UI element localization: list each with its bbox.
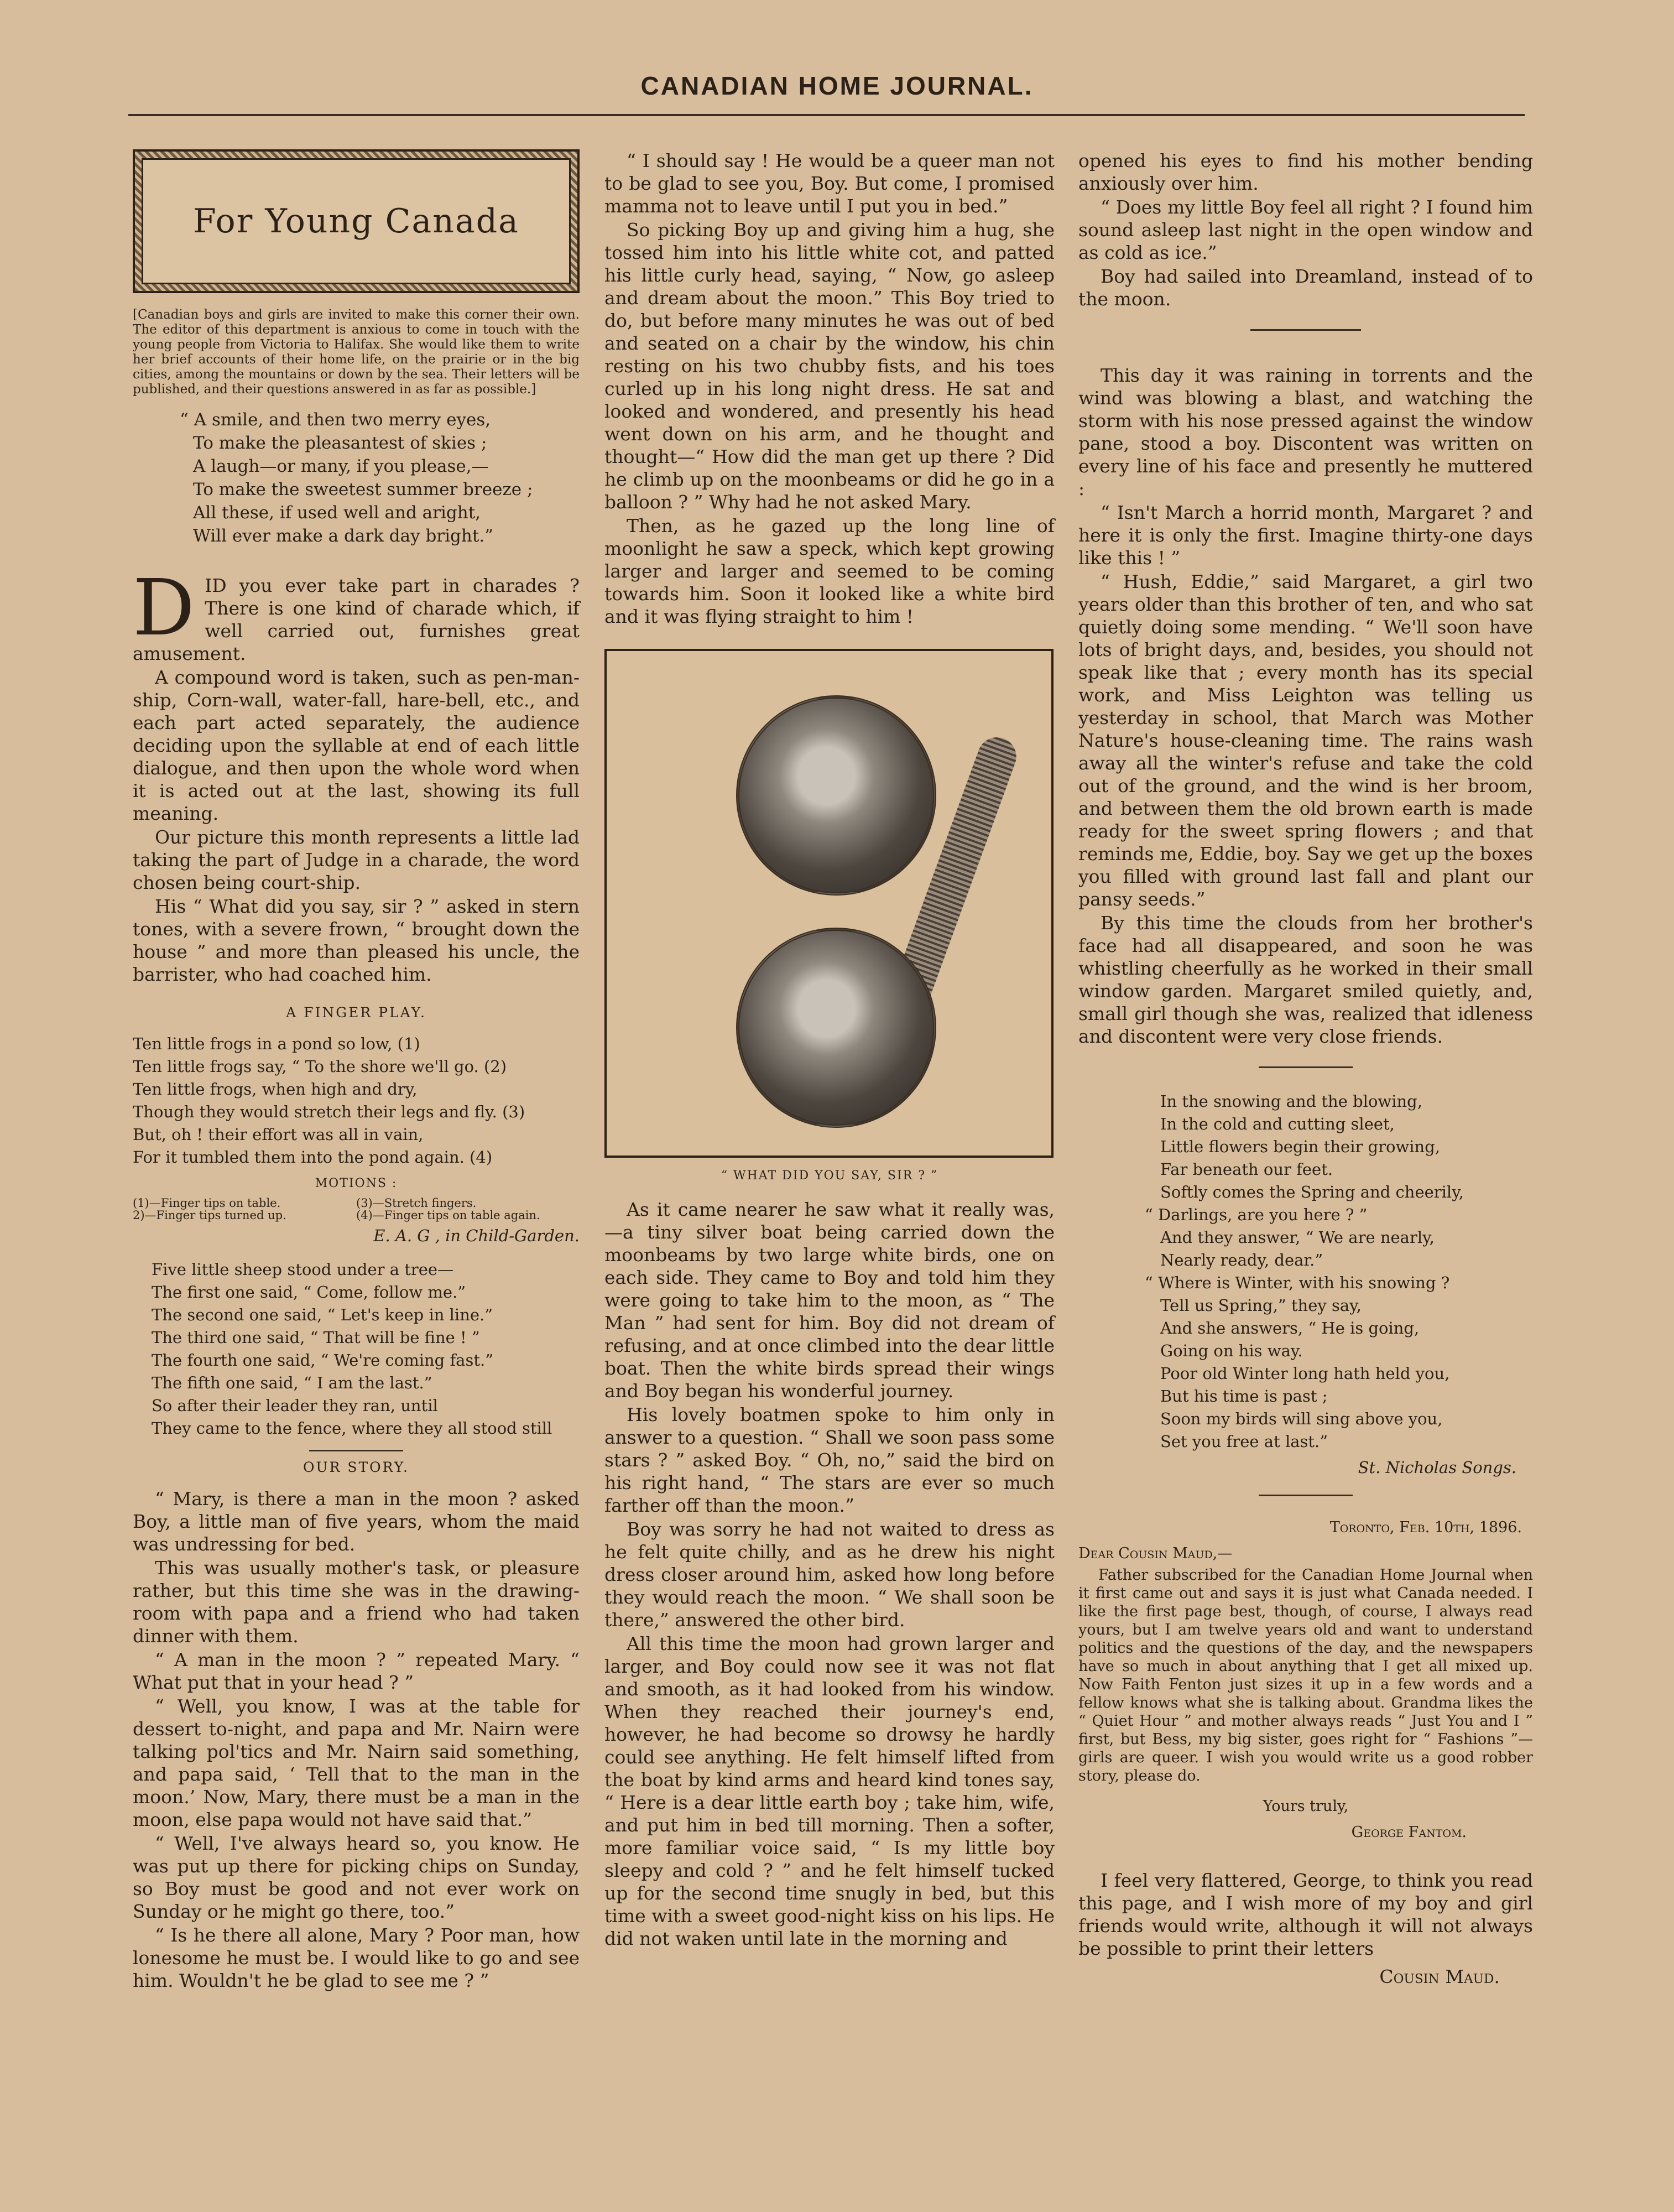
page-header-title: CANADIAN HOME JOURNAL. xyxy=(640,71,1034,100)
poem-line: So after their leader they ran, until xyxy=(152,1396,438,1415)
story-paragraph: Boy was sorry he had not waited to dress as he felt quite chilly, and as he drew his night dress closer around him, asked how long before they would reach the moon. “ We shall soon be there,” answered the other bird. xyxy=(604,1518,1055,1631)
article-text: ID you ever take part in charades ? There is one kind of charade which, if well carried out, furnishes great amusement. xyxy=(133,575,580,664)
poem-line: They came to the fence, where they all stood still xyxy=(152,1419,552,1438)
column-3 xyxy=(1078,149,1533,1988)
story-paragraph: His lovely boatmen spoke to him only in answer to a question. “ Shall we soon pass some stars ? ” asked Boy. “ Oh, no,” said the bird on his right hand, “ The stars are ever so much farther off than the moon.” xyxy=(604,1404,1055,1516)
poem-line: To make the pleasantest of skies ; xyxy=(193,433,487,453)
story-paragraph: “ Well, I've always heard so, you know. He was put up there for picking chips on Sunday, so Boy must be good and not ever work on Sunday or he might go there, too.” xyxy=(133,1833,580,1922)
divider xyxy=(1250,329,1361,331)
poem-line: To make the sweetest summer breeze ; xyxy=(193,480,533,499)
editor-signature: Cousin Maud. xyxy=(1379,1966,1500,1987)
article-paragraph: A compound word is taken, such as pen-man-ship, Corn-wall, water-fall, hare-bell, etc., and each part acted separately, the audience deciding upon the syllable at end of each little dialogue, and then upon the whole word when it is acted out at the last, showing its full meaning. xyxy=(133,667,580,824)
motion-item: (1)—Finger tips on table. xyxy=(133,1196,281,1210)
poem-line: Tell us Spring,” they say, xyxy=(1160,1296,1362,1315)
header-rule xyxy=(128,114,1525,116)
poem-line: The third one said, “ That will be fine ! ” xyxy=(152,1328,480,1347)
story-paragraph: “ Is he there all alone, Mary ? Poor man, how lonesome he must be. I would like to go and see him. Wouldn't he be glad to see me ? ” xyxy=(133,1924,580,1991)
poem-attribution: St. Nicholas Songs. xyxy=(1358,1458,1516,1477)
drop-cap: D xyxy=(133,563,195,653)
poem-line: “ Where is Winter, with his snowing ? xyxy=(1145,1273,1450,1292)
motion-item: (4)—Finger tips on table again. xyxy=(356,1209,540,1222)
sheep-poem xyxy=(133,1258,580,1440)
poem-line: Little flowers begin their growing, xyxy=(1160,1137,1440,1156)
poem-line: Going on his way. xyxy=(1160,1341,1303,1360)
poem-line: Softly comes the Spring and cheerily, xyxy=(1160,1183,1464,1201)
portrait-medallion-top xyxy=(736,695,936,896)
poem-line: In the cold and cutting sleet, xyxy=(1160,1115,1395,1133)
judge-illustration xyxy=(604,649,1054,1158)
column-1 xyxy=(133,149,580,1993)
poem-line: But, oh ! their effort was all in vain, xyxy=(133,1125,424,1144)
divider xyxy=(309,1450,403,1451)
poem-line: Nearly ready, dear.” xyxy=(1160,1251,1323,1269)
poem-line: Though they would stretch their legs and fly. (3) xyxy=(133,1102,525,1121)
finger-play-poem xyxy=(133,1033,580,1169)
article-paragraph: Our picture this month represents a little lad taking the part of Judge in a charade, the word chosen being court-ship. xyxy=(133,826,580,893)
illustration-caption: “ WHAT DID YOU SAY, SIR ? ” xyxy=(721,1169,938,1183)
story-paragraph: This was usually mother's task, or pleasure rather, but this time she was in the drawing-room with papa and a friend who had taken dinner with them. xyxy=(133,1557,580,1647)
poem-line: Poor old Winter long hath held you, xyxy=(1160,1364,1450,1383)
spring-poem xyxy=(1078,1090,1533,1453)
poem-line: The first one said, “ Come, follow me.” xyxy=(152,1283,466,1302)
editor-reply: I feel very flattered, George, to think you read this page, and I wish more of my boy and girl friends would write, although it will not always be possible to print their letters xyxy=(1078,1870,1533,1959)
story-paragraph: “ Hush, Eddie,” said Margaret, a girl two years older than this brother of ten, and who sat quietly doing some mending. “ We'll soon have lots of bright days, and, besides, you should not speak like that ; every month has its special work, and Miss Leighton was telling us yesterday in school, that March was Mother Nature's house-cleaning time. The rains wash away all the winter's refuse and take the cold out of the ground, and the wind is her broom, and between them the old brown earth is made ready for the sweet spring flowers ; and that reminds me, Eddie, boy. Say we get up the boxes you filled with ground last fall and plant our pansy seeds.” xyxy=(1078,571,1533,910)
poem-line: Ten little frogs, when high and dry, xyxy=(133,1080,418,1099)
poem-line: Ten little frogs in a pond so low, (1) xyxy=(133,1034,420,1053)
article-paragraph: His “ What did you say, sir ? ” asked in stern tones, with a severe frown, “ brought down the house ” and more than pleased his uncle, the barrister, who had coached him. xyxy=(133,896,580,985)
banner-title: For Young Canada xyxy=(142,158,571,284)
poem-line: Five little sheep stood under a tree— xyxy=(152,1260,454,1279)
story-paragraph: “ Well, you know, I was at the table for dessert to-night, and papa and Mr. Nairn were talking pol'tics and Mr. Nairn said something, and papa said, ‘ Tell that to the man in the moon.’ Now, Mary, there must be a man in the moon, else papa would not have said that.” xyxy=(133,1695,580,1830)
story-paragraph: “ Isn't March a horrid month, Margaret ? and here it is only the first. Imagine thirty-one days like this ! ” xyxy=(1078,502,1533,569)
letter-date: Toronto, Feb. 10th, 1896. xyxy=(1329,1519,1522,1536)
poem-line: Far beneath our feet. xyxy=(1160,1160,1333,1179)
charade-article xyxy=(133,563,580,986)
story-heading: OUR STORY. xyxy=(303,1459,409,1475)
reader-letter xyxy=(1078,1518,1533,1841)
motions-heading: MOTIONS : xyxy=(315,1177,398,1190)
story-paragraph: As it came nearer he saw what it really was,—a tiny silver boat being carried down the moonbeams by two large white birds, one on each side. They came to Boy and told him they were going to take him to the moon, as “ The Man ” had sent for him. Boy did not dream of refusing, and at once climbed into the dear little boat. Then the white birds spread their wings and Boy began his wonderful journey. xyxy=(604,1199,1055,1402)
poem-line: The fifth one said, “ I am the last.” xyxy=(152,1373,432,1392)
story-paragraph: All this time the moon had grown larger and larger, and Boy could now see it was not flat and smooth, as it had looked from his window. When they reached their journey's end, however, he had become so drowsy he hardly could see anything. He felt himself lifted from the boat by kind arms and heard kind tones say, “ Here is a dear little earth boy ; take him, wife, and put him in bed till morning. Then a softer, more familiar voice said, “ Is my little boy sleepy and cold ? ” and he felt himself tucked up for the second time snugly in bed, but this time with a sweet good-night kiss on his lips. He did not waken until late in the morning and xyxy=(604,1633,1055,1949)
letter-body: Father subscribed for the Canadian Home Journal when it first came out and says it is just what Canada needed. I like the first page best, though, of course, I always read yours, but I am twelve years old and want to understand politics and the questions of the day, and the newspapers have so much in about anything that I get all mixed up. Now Faith Fenton just sizes it up in a few words and a fellow knows what she is talking about. Grandma likes the “ Quiet Hour ” and mother always reads “ Just You and I ” first, but Bess, my big sister, goes right for “ Fashions ”—girls are queer. I wish you would write us a good robber story, please do. xyxy=(1078,1566,1533,1784)
letter-salutation: Dear Cousin Maud,— xyxy=(1078,1545,1233,1562)
poem-line: Soon my birds will sing above you, xyxy=(1160,1409,1443,1428)
poem-line: “ Darlings, are you here ? ” xyxy=(1145,1205,1368,1224)
section-banner xyxy=(133,149,580,293)
divider xyxy=(1259,1495,1353,1496)
motions-list xyxy=(133,1197,580,1221)
story-paragraph: “ A man in the moon ? ” repeated Mary. “ What put that in your head ? ” xyxy=(133,1649,580,1693)
portrait-medallion-bottom xyxy=(736,928,936,1128)
story-paragraph: This day it was raining in torrents and the wind was blowing a blast, and watching the storm with his nose pressed against the window pane, stood a boy. Discontent was written on every line of his face and presently he muttered : xyxy=(1078,365,1533,499)
poem-line: In the snowing and the blowing, xyxy=(1160,1092,1422,1111)
motion-item: 2)—Finger tips turned up. xyxy=(133,1209,286,1222)
story-paragraph: Boy had sailed into Dreamland, instead of to the moon. xyxy=(1078,266,1533,310)
column-2 xyxy=(604,149,1055,1951)
article-paragraph xyxy=(133,563,580,665)
letter-close: Yours truly, xyxy=(1263,1798,1349,1815)
poem-line: Ten little frogs say, “ To the shore we'll go. (2) xyxy=(133,1057,507,1076)
opening-poem xyxy=(133,408,580,548)
poem-line: All these, if used well and aright, xyxy=(193,503,481,523)
story-paragraph: So picking Boy up and giving him a hug, she tossed him into his little white cot, and patted his little curly head, saying, “ Now, go asleep and dream about the moon.” This Boy tried to do, but before many minutes he was out of bed and seated on a chair by the window, his chin resting on his two chubby fists, and his toes curled up in his long night dress. He sat and looked and wondered, and presently his head went down on his arm, and he thought and thought—“ How did the man get up there ? Did he climb up on the moonbeams or did he go in a balloon ? ” Why had he not asked Mary. xyxy=(604,219,1055,513)
story-paragraph: Then, as he gazed up the long line of moonlight he saw a speck, which kept growing larger and larger and seemed to be coming towards him. Soon it looked like a white bird and it was flying straight to him ! xyxy=(604,515,1055,627)
poem-line: A laugh—or many, if you please,— xyxy=(193,456,489,476)
poem-line: Set you free at last.” xyxy=(1160,1432,1328,1451)
poem-line: Will ever make a dark day bright.” xyxy=(193,526,494,546)
story-paragraph: “ Mary, is there a man in the moon ? asked Boy, a little man of five years, whom the maid was undressing for bed. xyxy=(133,1488,580,1555)
poem-line: The fourth one said, “ We're coming fast.” xyxy=(152,1351,494,1370)
poem-line: And she answers, “ He is going, xyxy=(1160,1319,1420,1337)
letter-signature: George Fantom. xyxy=(1351,1824,1467,1841)
poem-line: The second one said, “ Let's keep in line.” xyxy=(152,1305,493,1324)
divider xyxy=(1259,1066,1353,1068)
poem-line: “ A smile, and then two merry eyes, xyxy=(180,410,491,430)
story-paragraph: opened his eyes to find his mother bending anxiously over him. xyxy=(1078,150,1533,194)
section-intro: [Canadian boys and girls are invited to make this corner their own. The editor of this department is anxious to come in touch with the young people from Victoria to Halifax. She would like them to write her brief accounts of their home life, on the prairie or in the big cities, among the mountains or down by the sea. Their letters will be published, and their questions answered in as far as possible.] xyxy=(133,308,580,397)
poem-line: And they answer, “ We are nearly, xyxy=(1160,1228,1435,1247)
story-paragraph: By this time the clouds from her brother's face had all disappeared, and soon he was whistling cheerfully as he worked in their small window garden. Margaret smiled quietly, and, small girl though she was, realized that idleness and discontent were very close friends. xyxy=(1078,912,1533,1047)
poem-line: For it tumbled them into the pond again. (4) xyxy=(133,1148,493,1167)
finger-play-heading: A FINGER PLAY. xyxy=(286,1004,426,1021)
motion-item: (3)—Stretch fingers. xyxy=(356,1196,477,1210)
finger-play-attribution: E. A. G , in Child-Garden. xyxy=(373,1226,580,1245)
story-paragraph: “ Does my little Boy feel all right ? I found him sound asleep last night in the open window and as cold as ice.” xyxy=(1078,196,1533,263)
story-paragraph: “ I should say ! He would be a queer man not to be glad to see you, Boy. But come, I promised mamma not to leave until I put you in bed.” xyxy=(604,150,1055,217)
poem-line: But his time is past ; xyxy=(1160,1387,1328,1406)
